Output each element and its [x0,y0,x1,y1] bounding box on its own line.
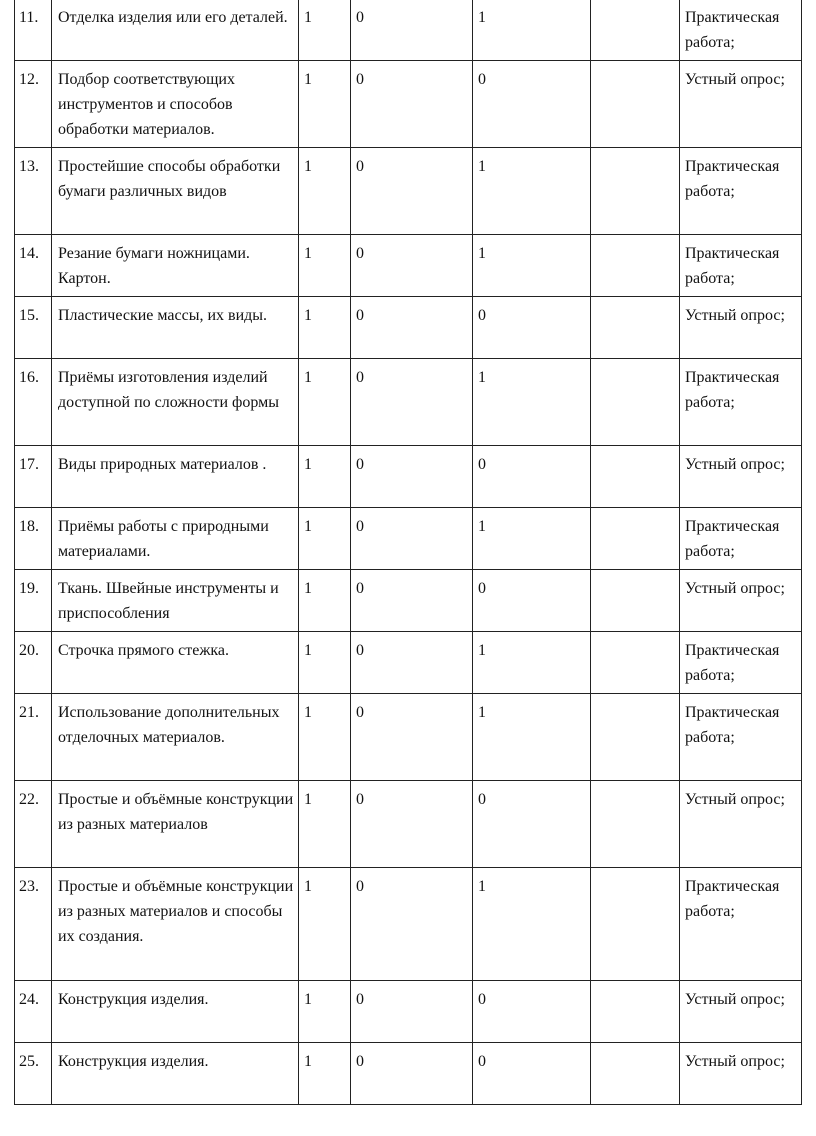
hours-practice: 1 [473,508,591,570]
row-number: 24. [15,981,52,1043]
hours-theory: 0 [351,1043,473,1105]
lesson-date [591,0,680,61]
table-row [15,570,802,632]
table-row [15,148,802,235]
lesson-topic: Приёмы изготовления изделий доступной по сложности формы [52,359,299,446]
lesson-topic: Использование дополнительных отделочных материалов. [52,694,299,781]
hours-practice: 0 [473,570,591,632]
control-form: Практическая работа; [680,235,802,297]
hours-practice: 0 [473,781,591,868]
lesson-date [591,235,680,297]
row-number: 13. [15,148,52,235]
table-body [15,0,802,1105]
lesson-date [591,694,680,781]
lesson-date [591,632,680,694]
hours-theory: 0 [351,446,473,508]
lesson-date [591,1043,680,1105]
lesson-topic: Приёмы работы с природными материалами. [52,508,299,570]
hours-practice: 0 [473,446,591,508]
table-row [15,868,802,981]
lesson-topic: Резание бумаги ножницами. Картон. [52,235,299,297]
lesson-topic: Пластические массы, их виды. [52,297,299,359]
hours-practice: 1 [473,148,591,235]
control-form: Практическая работа; [680,694,802,781]
hours-theory: 0 [351,570,473,632]
hours-practice: 1 [473,868,591,981]
lesson-topic: Простые и объёмные конструкции из разных материалов и способы их создания. [52,868,299,981]
hours-practice: 1 [473,359,591,446]
lesson-topic: Ткань. Швейные инструменты и приспособления [52,570,299,632]
row-number: 21. [15,694,52,781]
hours-total: 1 [299,981,351,1043]
control-form: Устный опрос; [680,1043,802,1105]
hours-theory: 0 [351,148,473,235]
control-form: Практическая работа; [680,359,802,446]
control-form: Практическая работа; [680,508,802,570]
control-form: Устный опрос; [680,981,802,1043]
row-number: 11. [15,0,52,61]
lesson-date [591,446,680,508]
table-row [15,446,802,508]
table-row [15,632,802,694]
lesson-topic: Строчка прямого стежка. [52,632,299,694]
lesson-topic: Конструкция изделия. [52,1043,299,1105]
hours-total: 1 [299,61,351,148]
hours-practice: 1 [473,632,591,694]
control-form: Практическая работа; [680,868,802,981]
lesson-date [591,868,680,981]
row-number: 25. [15,1043,52,1105]
hours-theory: 0 [351,297,473,359]
control-form: Устный опрос; [680,297,802,359]
control-form: Практическая работа; [680,632,802,694]
hours-theory: 0 [351,781,473,868]
hours-practice: 1 [473,694,591,781]
hours-theory: 0 [351,632,473,694]
hours-total: 1 [299,632,351,694]
lesson-topic: Простые и объёмные конструкции из разных материалов [52,781,299,868]
hours-total: 1 [299,1043,351,1105]
lesson-date [591,359,680,446]
table-row [15,359,802,446]
hours-total: 1 [299,446,351,508]
hours-total: 1 [299,0,351,61]
control-form: Устный опрос; [680,446,802,508]
hours-total: 1 [299,235,351,297]
lesson-topic: Простейшие способы обработки бумаги различных видов [52,148,299,235]
table-row [15,694,802,781]
lesson-topic: Виды природных материалов . [52,446,299,508]
lesson-date [591,297,680,359]
hours-theory: 0 [351,235,473,297]
hours-practice: 0 [473,61,591,148]
table-row [15,61,802,148]
lesson-topic: Подбор соответствующих инструментов и способов обработки материалов. [52,61,299,148]
row-number: 15. [15,297,52,359]
row-number: 20. [15,632,52,694]
hours-total: 1 [299,570,351,632]
table-row [15,508,802,570]
hours-total: 1 [299,297,351,359]
hours-total: 1 [299,694,351,781]
lesson-date [591,570,680,632]
hours-theory: 0 [351,61,473,148]
table-row [15,781,802,868]
lesson-plan-table [14,0,802,1105]
hours-practice: 0 [473,981,591,1043]
lesson-topic: Отделка изделия или его деталей. [52,0,299,61]
hours-total: 1 [299,868,351,981]
control-form: Устный опрос; [680,61,802,148]
hours-total: 1 [299,781,351,868]
lesson-date [591,508,680,570]
table-row [15,235,802,297]
control-form: Устный опрос; [680,781,802,868]
hours-theory: 0 [351,359,473,446]
row-number: 23. [15,868,52,981]
hours-theory: 0 [351,508,473,570]
hours-total: 1 [299,148,351,235]
hours-total: 1 [299,359,351,446]
row-number: 12. [15,61,52,148]
lesson-date [591,981,680,1043]
lesson-topic: Конструкция изделия. [52,981,299,1043]
row-number: 17. [15,446,52,508]
hours-theory: 0 [351,694,473,781]
table-row [15,1043,802,1105]
row-number: 16. [15,359,52,446]
hours-practice: 0 [473,297,591,359]
table-row [15,297,802,359]
hours-practice: 1 [473,235,591,297]
row-number: 19. [15,570,52,632]
lesson-date [591,148,680,235]
hours-total: 1 [299,508,351,570]
hours-theory: 0 [351,868,473,981]
hours-practice: 1 [473,0,591,61]
lesson-date [591,781,680,868]
control-form: Устный опрос; [680,570,802,632]
table-row [15,981,802,1043]
hours-practice: 0 [473,1043,591,1105]
hours-theory: 0 [351,981,473,1043]
row-number: 22. [15,781,52,868]
control-form: Практическая работа; [680,0,802,61]
lesson-date [591,61,680,148]
table-row [15,0,802,61]
row-number: 18. [15,508,52,570]
row-number: 14. [15,235,52,297]
hours-theory: 0 [351,0,473,61]
control-form: Практическая работа; [680,148,802,235]
